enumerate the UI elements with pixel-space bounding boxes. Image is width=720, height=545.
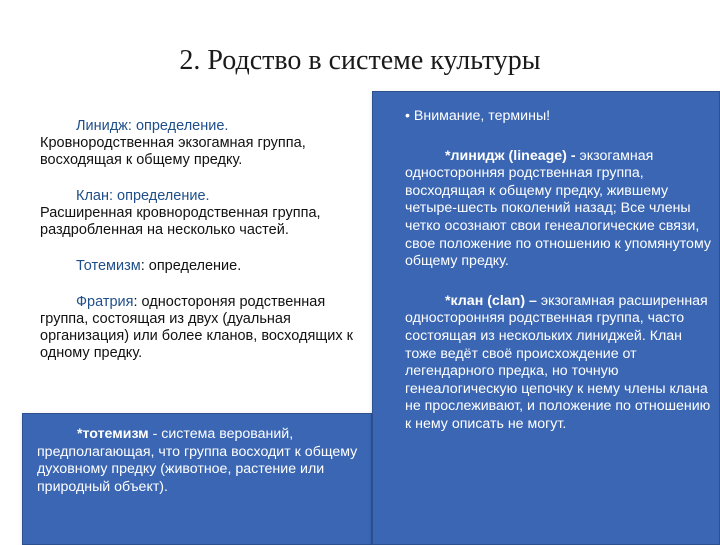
- clan-term-paragraph: [405, 293, 713, 434]
- lineage-term-body: экзогамная односторонняя родственная группа, восходящая к общему предку, жившему четыре-шесть поколений назад; Все члены четко осознают свои генеалогические связи, свое положение по отношению к упомянутому общему предку.: [405, 147, 711, 270]
- totemism-note-term: *тотемизм: [77, 426, 149, 442]
- totemism-note-body: - система верований, предполагающая, что группа восходит к общему духовному предку (животное, растение или природный объект).: [37, 426, 358, 495]
- terms-heading: • Внимание, термины!: [405, 108, 551, 124]
- clan-body: Расширенная кровнородственная группа, раздробленная на несколько частей.: [40, 205, 321, 238]
- totemism-definition: [40, 258, 370, 275]
- phratry-body: : одностороняя родственная группа, состоящая из двух (дуальная организация) или более кланов, восходящих к одному предку.: [40, 294, 353, 361]
- phratry-definition: [40, 294, 370, 362]
- lineage-term-paragraph: [405, 148, 713, 271]
- slide-title: 2. Родство в системе культуры: [179, 45, 541, 76]
- totemism-term: Тотемизм: [76, 258, 141, 274]
- phratry-term: Фратрия: [76, 294, 134, 310]
- totemism-note-box: [22, 413, 372, 545]
- clan-heading: Клан: определение.: [76, 188, 210, 204]
- lineage-heading: Линидж: определение.: [76, 118, 229, 134]
- lineage-body: Кровнородственная экзогамная группа, восходящая к общему предку.: [40, 135, 306, 168]
- clan-term: *клан (clan) –: [445, 292, 537, 309]
- clan-term-body: экзогамная расширенная односторонняя родственная группа, часто состоящая из нескольких линиджей. Клан тоже ведёт своё происхождение от легендарного предка, но точную генеалогическую цепочку к нему члены клана не прослеживают, и положение по отношению к нему описать не могут.: [405, 292, 711, 432]
- terms-box: [372, 91, 720, 545]
- clan-definition: [40, 188, 370, 239]
- totemism-rest: : определение.: [140, 258, 242, 274]
- lineage-definition: [40, 118, 370, 169]
- lineage-term: *линидж (lineage) -: [445, 147, 576, 164]
- left-definitions: [40, 118, 370, 381]
